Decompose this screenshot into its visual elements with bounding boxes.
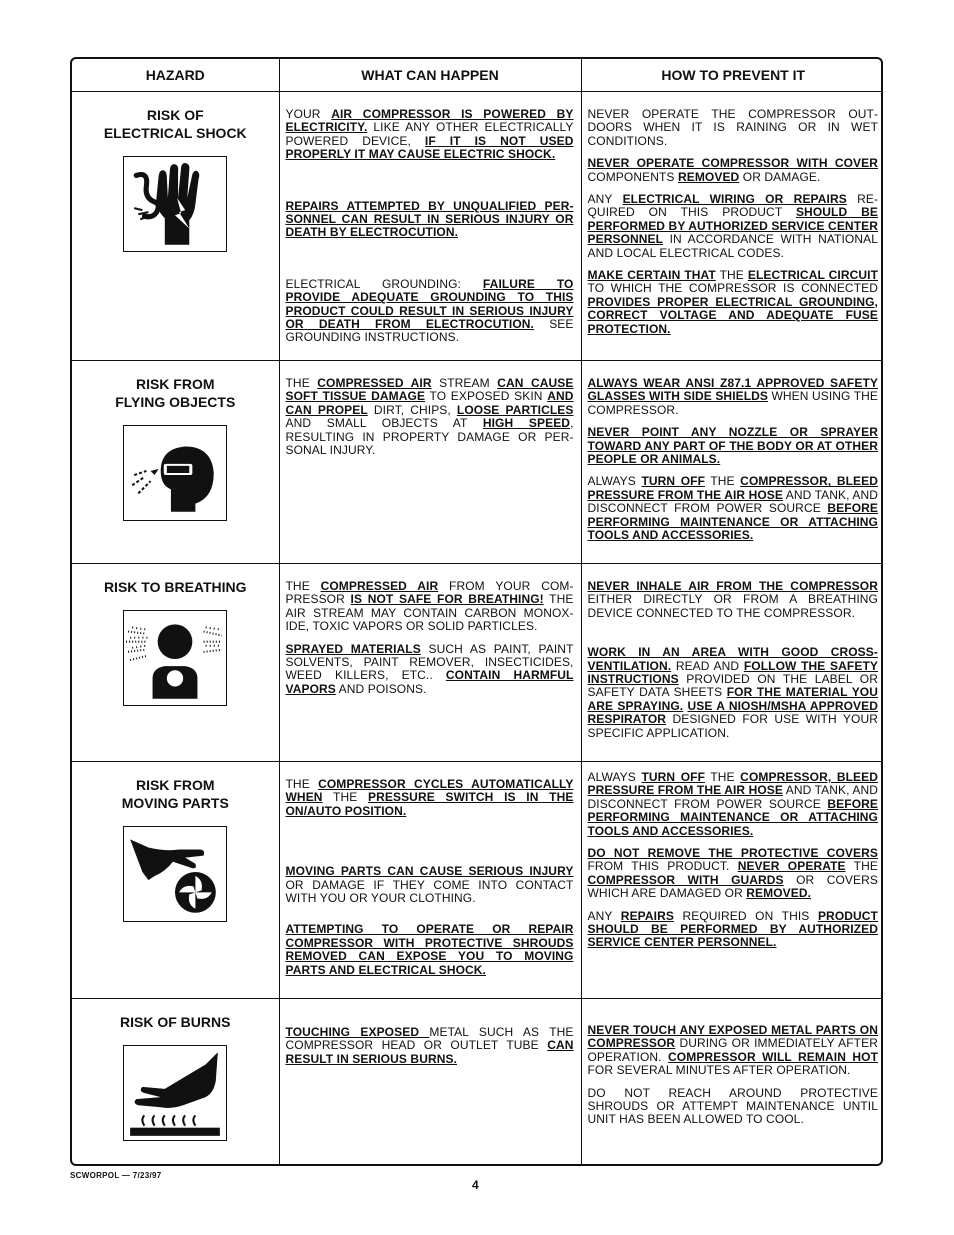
emphasis-text: LOOSE PARTICLES bbox=[456, 402, 574, 417]
body-text: STREAM bbox=[431, 376, 498, 390]
emphasis-text: CONTAIN HARMFUL VAPORS bbox=[285, 668, 574, 696]
table-header-row bbox=[72, 59, 883, 92]
emphasis-text: NEVER INHALE AIR FROM THE COMPRESSOR bbox=[587, 579, 878, 593]
body-text: THE bbox=[285, 376, 318, 390]
body-text: ELECTRICAL GROUNDING: bbox=[285, 276, 483, 291]
hazard-title-line2: ELECTRICAL SHOCK bbox=[103, 125, 247, 141]
page-number: 4 bbox=[472, 1178, 479, 1192]
hazard-row-moving-parts bbox=[72, 762, 883, 999]
emphasis-text: IS NOT SAFE FOR BREATHING! bbox=[350, 592, 544, 607]
hazard-title-line1: RISK TO BREATHING bbox=[103, 579, 247, 595]
body-text: SEE GROUNDING INSTRUCTIONS. bbox=[285, 317, 574, 345]
prevent-paragraph bbox=[588, 426, 879, 466]
hazard-title bbox=[78, 578, 273, 596]
prevent-paragraph bbox=[588, 580, 879, 620]
what-paragraph bbox=[286, 377, 574, 457]
body-text: AND TANK, AND DISCONNECT FROM POWER SOURCE bbox=[587, 487, 878, 516]
emphasis-text: IF IT IS NOT USED PROPERLY IT MAY CAUSE ELECTRIC SHOCK. bbox=[285, 133, 574, 162]
emphasis-text: NEVER POINT ANY NOZZLE OR SPRAYER TOWARD ANY PART OF THE BODY OR AT OTHER PEOPLE OR ANIMALS. bbox=[587, 425, 878, 467]
emphasis-text: BEFORE PERFORMING MAINTENANCE OR ATTACHING TOOLS AND ACCESSORIES. bbox=[587, 501, 878, 543]
what-paragraph bbox=[286, 108, 574, 162]
emphasis-text: CAN CAUSE SOFT TISSUE DAMAGE bbox=[285, 376, 574, 404]
emphasis-text: ATTEMPTING TO OPERATE OR REPAIR COMPRESSOR WITH PROTECTIVE SHROUDS REMOVED CAN EXPOSE YOU TO MOVING PARTS AND ELECTRICAL SHOCK. bbox=[285, 922, 574, 977]
hazard-cell bbox=[72, 361, 279, 564]
body-text: THE bbox=[845, 859, 878, 874]
what-paragraph bbox=[286, 923, 574, 977]
emphasis-text: SPRAYED MATERIALS bbox=[285, 641, 421, 656]
body-text: REQUIRED ON THIS PRODUCT bbox=[587, 192, 878, 220]
emphasis-text: COMPRESSED AIR bbox=[320, 579, 439, 593]
hazard-title bbox=[78, 106, 273, 142]
electrical-shock-icon bbox=[123, 156, 227, 252]
emphasis-text: COMPRESSOR, BLEED PRESSURE FROM THE AIR HOSE bbox=[587, 770, 878, 798]
flying-objects-icon bbox=[123, 425, 227, 521]
emphasis-text: NEVER TOUCH ANY EXPOSED METAL PARTS ON COMPRESSOR bbox=[587, 1023, 878, 1051]
what-can-happen-cell bbox=[279, 92, 581, 361]
body-text: THE bbox=[715, 268, 748, 283]
what-can-happen-cell bbox=[279, 999, 581, 1165]
what-can-happen-cell bbox=[279, 762, 581, 999]
hazard-title bbox=[78, 1013, 273, 1031]
emphasis-text: NEVER OPERATE bbox=[737, 859, 846, 874]
body-text: OR COVERS WHICH ARE DAMAGED OR bbox=[587, 872, 878, 901]
prevent-paragraph bbox=[588, 475, 879, 542]
body-text: ALWAYS bbox=[587, 770, 642, 784]
prevent-paragraph bbox=[588, 157, 879, 184]
header-hazard: HAZARD bbox=[72, 59, 279, 92]
body-text: ANY bbox=[587, 192, 623, 207]
emphasis-text: PRESSURE SWITCH IS IN THE ON/AUTO POSITION. bbox=[285, 790, 574, 818]
emphasis-text: COMPRESSED AIR bbox=[317, 376, 432, 390]
how-to-prevent-cell bbox=[581, 92, 883, 361]
body-text: PROVIDED ON THE LABEL OR SAFETY DATA SHEETS bbox=[587, 672, 878, 700]
emphasis-text: TURN OFF bbox=[641, 474, 705, 489]
emphasis-text: PRODUCT SHOULD BE PERFORMED BY AUTHORIZED SERVICE CENTER PERSONNEL. bbox=[587, 908, 878, 950]
emphasis-text: COMPRESSOR CYCLES AUTOMATICALLY WHEN bbox=[285, 777, 574, 805]
body-text: READ AND bbox=[671, 658, 744, 673]
what-paragraph bbox=[286, 200, 574, 240]
body-text: ANY bbox=[587, 908, 621, 923]
hazard-title-line1: RISK OF bbox=[146, 107, 204, 123]
prevent-paragraph bbox=[588, 910, 879, 950]
prevent-paragraph bbox=[588, 377, 879, 417]
emphasis-text: USE A NIOSH/MSHA APPROVED RESPIRATOR bbox=[587, 698, 879, 727]
emphasis-text: PROVIDES PROPER ELECTRICAL GROUNDING, CORRECT VOLTAGE AND ADEQUATE FUSE PROTECTION. bbox=[587, 294, 878, 336]
body-text: FROM THIS PRODUCT. bbox=[587, 859, 738, 874]
hazard-title bbox=[78, 776, 273, 812]
body-text: ALWAYS bbox=[587, 474, 642, 489]
body-text: OR DAMAGE IF THEY COME INTO CONTACT WITH YOU OR YOUR CLOTHING. bbox=[285, 877, 574, 906]
body-text: AND POISONS. bbox=[335, 681, 427, 696]
hazard-cell bbox=[72, 564, 279, 762]
body-text: METAL SUCH AS THE COMPRESSOR HEAD OR OUTLET TUBE bbox=[285, 1025, 574, 1053]
body-text: THE bbox=[705, 770, 741, 784]
emphasis-text: FOR THE MATERIAL YOU ARE SPRAYING. bbox=[587, 685, 878, 713]
body-text: EITHER DIRECTLY OR FROM A BREATHING DEVICE CONNECTED TO THE COMPRESSOR. bbox=[587, 592, 878, 620]
emphasis-text: REMOVED bbox=[677, 169, 740, 184]
hazard-row-breathing bbox=[72, 564, 883, 762]
document-code: SCWORPOL — 7/23/97 bbox=[70, 1171, 162, 1180]
emphasis-text: TOUCHING EXPOSED bbox=[285, 1025, 430, 1039]
emphasis-text: FAILURE TO PROVIDE ADEQUATE GROUNDING TO THIS PRODUCT COULD RESULT IN SERIOUS INJURY OR DEATH FROM ELECTROCUTION. bbox=[285, 276, 574, 332]
what-can-happen-cell bbox=[279, 564, 581, 762]
emphasis-text: REMOVED. bbox=[746, 886, 812, 901]
emphasis-text: DO NOT REMOVE THE PROTECTIVE COVERS bbox=[587, 846, 878, 861]
emphasis-text: ALWAYS WEAR ANSI Z87.1 APPROVED SAFETY GLASSES WITH SIDE SHIELDS bbox=[587, 376, 878, 404]
header-how-to-prevent: HOW TO PREVENT IT bbox=[581, 59, 883, 92]
body-text: NEVER OPERATE THE COMPRESSOR OUTDOORS WHEN IT IS RAINING OR IN WET CONDITIONS. bbox=[587, 107, 878, 148]
emphasis-text: ELECTRICAL CIRCUIT bbox=[747, 268, 879, 283]
emphasis-text: FOLLOW THE SAFETY INSTRUCTIONS bbox=[587, 658, 878, 687]
emphasis-text: MOVING PARTS CAN CAUSE SERIOUS INJURY bbox=[285, 864, 574, 879]
prevent-paragraph bbox=[588, 193, 879, 260]
hazard-row-burns bbox=[72, 999, 883, 1165]
emphasis-text: MAKE CERTAIN THAT bbox=[587, 268, 716, 283]
emphasis-text: WORK IN AN AREA WITH GOOD CROSS-VENTILATION. bbox=[587, 645, 878, 673]
body-text: IN ACCORDANCE WITH NATIONAL AND LOCAL ELECTRICAL CODES. bbox=[587, 232, 878, 260]
prevent-paragraph bbox=[588, 847, 879, 901]
header-what-can-happen: WHAT CAN HAPPEN bbox=[279, 59, 581, 92]
emphasis-text: REPAIRS bbox=[620, 908, 674, 923]
how-to-prevent-cell bbox=[581, 999, 883, 1165]
burn-hazard-icon bbox=[123, 1045, 227, 1141]
hazard-title-line1: RISK OF BURNS bbox=[120, 1014, 231, 1030]
emphasis-text: CAN RESULT IN SERIOUS BURNS. bbox=[285, 1038, 574, 1066]
body-text: WHEN USING THE COMPRESSOR. bbox=[587, 389, 878, 417]
body-text: THE AIR STREAM MAY CONTAIN CARBON MONOXIDE, TOXIC VAPORS OR SOLID PARTICLES. bbox=[285, 592, 574, 634]
how-to-prevent-cell bbox=[581, 762, 883, 999]
what-paragraph bbox=[286, 865, 574, 905]
body-text: AND TANK, AND DISCONNECT FROM POWER SOURCE bbox=[587, 783, 878, 811]
body-text: , RESULTING IN PROPERTY DAMAGE OR PERSONAL INJURY. bbox=[285, 416, 574, 458]
hazard-title-line2: MOVING PARTS bbox=[121, 795, 229, 811]
emphasis-text: SHOULD BE PERFORMED BY AUTHORIZED SERVICE CENTER PERSONNEL bbox=[587, 205, 878, 247]
body-text: AND SMALL OBJECTS AT bbox=[285, 416, 483, 431]
body-text: THE bbox=[285, 777, 319, 791]
emphasis-text: COMPRESSOR, BLEED PRESSURE FROM THE AIR HOSE bbox=[587, 474, 878, 502]
prevent-paragraph bbox=[588, 1087, 879, 1127]
body-text: TO EXPOSED SKIN bbox=[425, 389, 548, 404]
body-text: REQUIRED ON THIS bbox=[673, 908, 818, 923]
body-text: DURING OR IMMEDIATELY AFTER OPERATION. bbox=[587, 1036, 878, 1064]
hazard-row-flying-objects bbox=[72, 361, 883, 564]
breathing-hazard-icon bbox=[123, 610, 227, 706]
emphasis-text: AIR COMPRESSOR IS POWERED BY ELECTRICITY. bbox=[285, 107, 574, 135]
body-text: LIKE ANY OTHER ELECTRICALLY POWERED DEVICE, bbox=[285, 120, 574, 148]
emphasis-text: HIGH SPEED bbox=[482, 416, 571, 431]
what-paragraph bbox=[286, 580, 574, 634]
what-paragraph bbox=[286, 643, 574, 697]
emphasis-text: ELECTRICAL WIRING OR REPAIRS bbox=[622, 192, 847, 207]
body-text: TO WHICH THE COMPRESSOR IS CONNECTED bbox=[587, 281, 878, 296]
hazard-title-line1: RISK FROM bbox=[135, 376, 215, 392]
body-text: THE bbox=[705, 474, 741, 489]
body-text: THE bbox=[285, 579, 321, 593]
hazard-table bbox=[72, 59, 883, 1164]
prevent-paragraph bbox=[588, 108, 879, 148]
hazard-row-electrical bbox=[72, 92, 883, 361]
hazard-cell bbox=[72, 762, 279, 999]
prevent-paragraph bbox=[588, 771, 879, 838]
body-text: OR DAMAGE. bbox=[739, 169, 821, 184]
body-text: THE bbox=[322, 790, 368, 805]
what-paragraph bbox=[286, 1026, 574, 1066]
body-text: COMPONENTS bbox=[587, 169, 678, 184]
emphasis-text: COMPRESSOR WILL REMAIN HOT bbox=[668, 1049, 878, 1064]
body-text: DIRT, CHIPS, bbox=[367, 402, 457, 417]
body-text: DO NOT REACH AROUND PROTECTIVE SHROUDS OR ATTEMPT MAINTENANCE UNTIL UNIT HAS BEEN ALLOWED TO COOL. bbox=[587, 1085, 878, 1127]
hazard-title-line1: RISK FROM bbox=[135, 777, 215, 793]
hazard-cell bbox=[72, 999, 279, 1165]
body-text: FOR SEVERAL MINUTES AFTER OPERATION. bbox=[587, 1063, 851, 1078]
hazard-title bbox=[78, 375, 273, 411]
emphasis-text: BEFORE PERFORMING MAINTENANCE OR ATTACHING TOOLS AND ACCESSORIES. bbox=[587, 796, 878, 838]
prevent-paragraph bbox=[588, 1024, 879, 1078]
emphasis-text: AND CAN PROPEL bbox=[285, 389, 574, 417]
prevent-paragraph bbox=[588, 269, 879, 336]
what-can-happen-cell bbox=[279, 361, 581, 564]
what-paragraph bbox=[286, 778, 574, 818]
body-text: DESIGNED FOR USE WITH YOUR SPECIFIC APPLICATION. bbox=[587, 712, 878, 740]
body-text: FROM YOUR COMPRESSOR bbox=[285, 579, 574, 607]
moving-parts-icon bbox=[123, 826, 227, 922]
emphasis-text: REPAIRS ATTEMPTED BY UNQUALIFIED PERSONNEL CAN RESULT IN SERIOUS INJURY OR DEATH BY ELECTROCUTION. bbox=[285, 198, 574, 240]
emphasis-text: COMPRESSOR WITH GUARDS bbox=[587, 872, 784, 887]
body-text: YOUR bbox=[285, 107, 332, 121]
prevent-paragraph bbox=[588, 646, 879, 740]
emphasis-text: TURN OFF bbox=[641, 770, 705, 784]
how-to-prevent-cell bbox=[581, 564, 883, 762]
hazard-title-line2: FLYING OBJECTS bbox=[115, 394, 236, 410]
hazard-table-frame bbox=[70, 57, 883, 1166]
how-to-prevent-cell bbox=[581, 361, 883, 564]
hazard-cell bbox=[72, 92, 279, 361]
emphasis-text: NEVER OPERATE COMPRESSOR WITH COVER bbox=[587, 156, 878, 171]
body-text: SUCH AS PAINT, PAINT SOLVENTS, PAINT REMOVER, INSECTICIDES, WEED KILLERS, ETC.. bbox=[285, 641, 574, 683]
what-paragraph bbox=[286, 278, 574, 345]
